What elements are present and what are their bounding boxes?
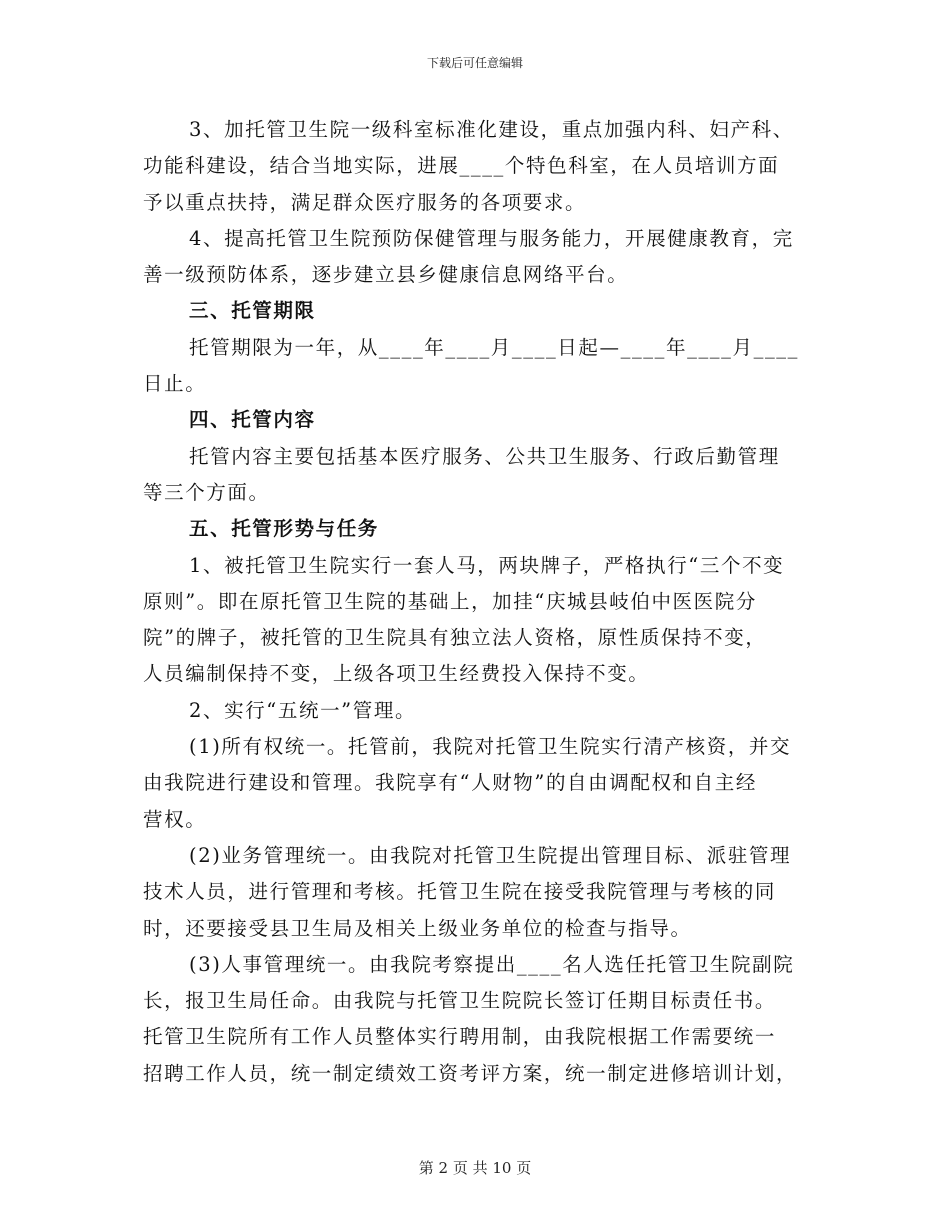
paragraph-line: (2)业务管理统一。由我院对托管卫生院提出管理目标、派驻管理 [189, 843, 792, 867]
paragraph-line: 托管期限为一年，从____年____月____日起—____年____月____ [189, 335, 799, 359]
paragraph-line: 院”的牌子，被托管的卫生院具有独立法人资格，原性质保持不变， [143, 626, 767, 650]
paragraph-line: 等三个方面。 [143, 480, 270, 504]
paragraph-line: 长，报卫生局任命。由我院与托管卫生院院长签订任期目标责任书。 [143, 989, 777, 1013]
paragraph-line: 1、被托管卫生院实行一套人马，两块牌子，严格执行“三个不变 [189, 553, 785, 577]
paragraph-line: 日止。 [143, 372, 207, 396]
paragraph-line: 4、提高托管卫生院预防保健管理与服务能力，开展健康教育，完 [189, 226, 794, 250]
paragraph-line: (3)人事管理统一。由我院考察提出____名人选任托管卫生院副院 [189, 952, 795, 976]
document-body [143, 112, 808, 1092]
paragraph-line: (1)所有权统一。托管前，我院对托管卫生院实行清产核资，并交 [189, 735, 792, 759]
section-heading: 五、托管形势与任务 [189, 517, 379, 541]
paragraph-line: 人员编制保持不变，上级各项卫生经费投入保持不变。 [143, 662, 650, 686]
section-heading: 四、托管内容 [189, 408, 316, 432]
paragraph-line: 善一级预防体系，逐步建立县乡健康信息网络平台。 [143, 263, 629, 287]
paragraph-line: 技术人员，进行管理和考核。托管卫生院在接受我院管理与考核的同 [143, 880, 777, 904]
page-header: 下载后可任意编辑 [426, 56, 523, 70]
paragraph-line: 营权。 [143, 807, 207, 831]
paragraph-line: 托管卫生院所有工作人员整体实行聘用制，由我院根据工作需要统一 [143, 1025, 777, 1049]
section-heading: 三、托管期限 [189, 299, 316, 323]
paragraph-line: 由我院进行建设和管理。我院享有“人财物”的自由调配权和自主经 [143, 771, 757, 795]
paragraph-line: 2、实行“五统一”管理。 [189, 698, 417, 722]
paragraph-line: 时，还要接受县卫生局及相关上级业务单位的检查与指导。 [143, 916, 692, 940]
paragraph-line: 托管内容主要包括基本医疗服务、公共卫生服务、行政后勤管理 [189, 444, 780, 468]
paragraph-line: 予以重点扶持，满足群众医疗服务的各项要求。 [143, 190, 587, 214]
page-footer: 第 2 页 共 10 页 [418, 1159, 532, 1177]
paragraph-line: 原则”。即在原托管卫生院的基础上，加挂“庆城县岐伯中医医院分 [143, 589, 757, 613]
paragraph-line: 3、加托管卫生院一级科室标准化建设，重点加强内科、妇产科、 [189, 118, 794, 141]
paragraph-line: 招聘工作人员，统一制定绩效工资考评方案，统一制定进修培训计划， [143, 1061, 798, 1085]
paragraph-line: 功能科建设，结合当地实际，进展____个特色科室，在人员培训方面 [143, 154, 780, 178]
